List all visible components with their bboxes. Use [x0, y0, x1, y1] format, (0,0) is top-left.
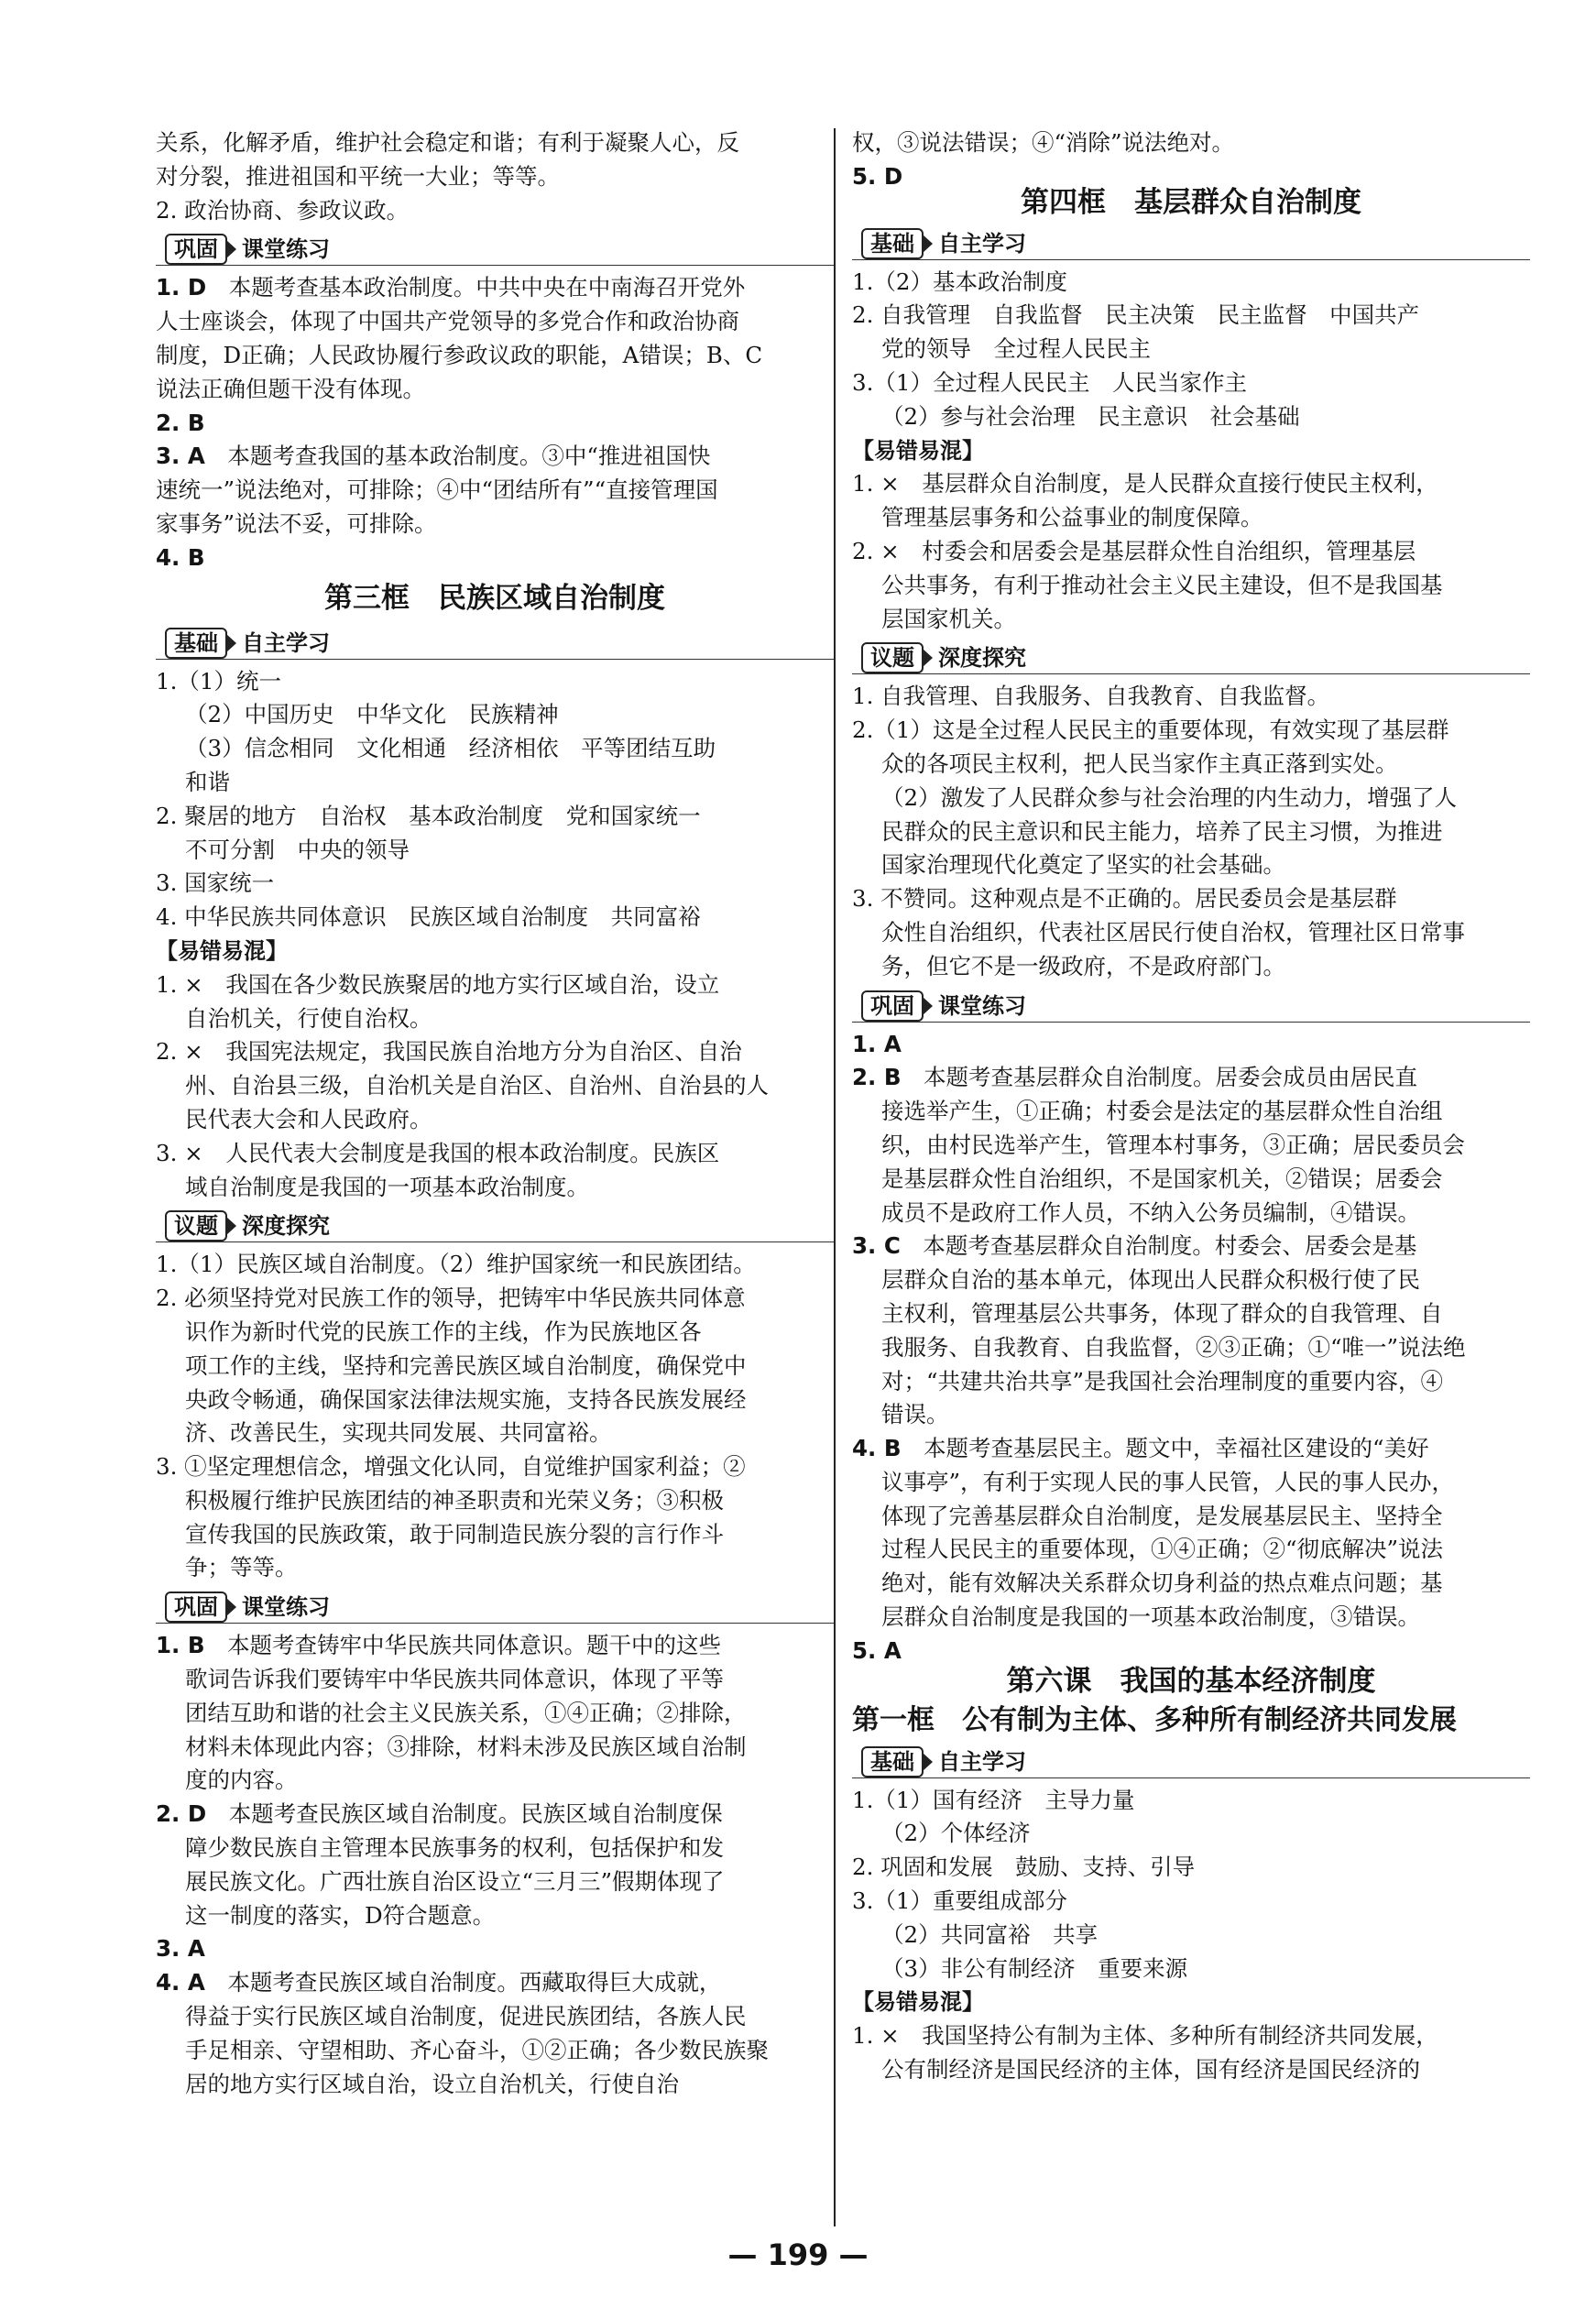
answer-number: 1. D: [156, 274, 207, 301]
text-line: 2. × 村委会和居委会是基层群众性自治组织，管理基层: [852, 537, 1416, 564]
answer-text: 本题考查民族区域自治制度。西藏取得巨大成就，: [227, 1969, 722, 1996]
section-title: 深度探究: [938, 645, 1026, 672]
text-line: 管理基层事务和公益事业的制度保障。: [881, 504, 1263, 531]
section-header-self-study: [156, 624, 834, 662]
text-line: 3.（1）全过程人民民主 人民当家作主: [852, 368, 1247, 396]
text-line: 自治机关，行使自治权。: [185, 1004, 432, 1032]
practice-answers: [852, 1028, 1530, 1668]
text-line: 州、自治县三级，自治机关是自治区、自治州、自治县的人: [185, 1072, 769, 1099]
text-line: 对；“共建共治共享”是我国社会治理制度的重要内容，④: [881, 1367, 1444, 1395]
text-line: 1. 自我管理、自我服务、自我教育、自我监督。: [852, 683, 1330, 710]
section-tag: 议题: [165, 1210, 227, 1241]
section-title: 课堂练习: [938, 992, 1026, 1019]
section-header-self-study: [852, 224, 1530, 263]
column-divider: [834, 128, 836, 2226]
arrow-icon: [226, 1217, 236, 1235]
text-line: 关系，化解矛盾，维护社会稳定和谐；有利于凝聚人心，反: [156, 129, 739, 156]
text-line: 展民族文化。广西壮族自治区设立“三月三”假期体现了: [185, 1867, 725, 1895]
answer-text: 本题考查基层群众自治制度。居委会成员由居民直: [924, 1064, 1418, 1091]
section-title: 自主学习: [938, 1748, 1026, 1775]
section-header-explore: [156, 1207, 834, 1245]
arrow-icon: [226, 634, 236, 652]
text-line: 材料未体现此内容；③排除，材料未涉及民族区域自治制: [185, 1733, 747, 1760]
section-header-self-study: [852, 1743, 1530, 1781]
text-line: 央政令畅通，确保国家法律法规实施，支持各民族发展经: [185, 1385, 747, 1413]
text-line: 居的地方实行区域自治，设立自治机关，行使自治: [185, 2070, 679, 2097]
mistakes-title: 【易错易混】: [852, 437, 984, 464]
section-title: 课堂练习: [242, 236, 330, 263]
section-title: 自主学习: [242, 629, 330, 656]
text-line: 公共事务，有利于推动社会主义民主建设，但不是我国基: [881, 571, 1443, 598]
answer-text: 本题考查民族区域自治制度。民族区域自治制度保: [228, 1800, 723, 1828]
page-number: — 199 —: [727, 2237, 869, 2272]
text-line: 体现了完善基层群众自治制度，是发展基层民主、坚持全: [881, 1502, 1443, 1529]
text-line: 2.（1）这是全过程人民民主的重要体现，有效实现了基层群: [852, 716, 1449, 744]
text-line: 域自治制度是我国的一项基本政治制度。: [185, 1173, 589, 1200]
text-line: 2. 政治协商、参政议政。: [156, 196, 410, 224]
answer-number: 4. A: [156, 1969, 205, 1996]
text-line: 1.（2）基本政治制度: [852, 268, 1067, 295]
text-line: 3. 不赞同。这种观点是不正确的。居民委员会是基层群: [852, 885, 1397, 913]
text-line: 项工作的主线，坚持和完善民族区域自治制度，确保党中: [185, 1351, 747, 1379]
text-line: 层国家机关。: [881, 605, 1016, 632]
text-line: 织，由村民选举产生，管理本村事务，③正确；居民委员会: [881, 1131, 1465, 1158]
answer-number: 1. B: [156, 1632, 205, 1659]
text-line: 1. × 基层群众自治制度，是人民群众直接行使民主权利，: [852, 470, 1438, 498]
text-line: 民群众的民主意识和民主能力，培养了民主习惯，为推进: [881, 817, 1443, 845]
section-tag: 基础: [861, 1746, 924, 1777]
text-line: 国家治理现代化奠定了坚实的社会基础。: [881, 851, 1285, 879]
text-line: 争；等等。: [185, 1554, 298, 1581]
text-line: 民代表大会和人民政府。: [185, 1105, 432, 1132]
self-study-answers: [852, 266, 1530, 434]
answer-text: 本题考查基层群众自治制度。村委会、居委会是基: [923, 1232, 1417, 1260]
section-header-practice: [156, 230, 834, 268]
answer-number: 3. C: [852, 1232, 901, 1260]
answer-number: 2. D: [156, 1800, 207, 1828]
answer-number: 5. A: [852, 1636, 902, 1664]
text-line: 济、改善民生，实现共同发展、共同富裕。: [185, 1419, 612, 1447]
text-line: （3）信念相同 文化相通 经济相依 平等团结互助: [185, 735, 716, 762]
text-line: 人士座谈会，体现了中国共产党领导的多党合作和政治协商: [156, 308, 739, 335]
answer-number: 3. A: [156, 1935, 205, 1963]
text-line: 1. × 我国在各少数民族聚居的地方实行区域自治，设立: [156, 970, 720, 998]
arrow-icon: [923, 649, 933, 667]
explore-answers: [852, 680, 1530, 983]
text-line: 务，但它不是一级政府，不是政府部门。: [881, 952, 1285, 979]
text-line: 3.（1）重要组成部分: [852, 1887, 1067, 1915]
text-line: 是基层群众性自治组织，不是国家机关，②错误；居委会: [881, 1165, 1443, 1192]
text-line: 4. 中华民族共同体意识 民族区域自治制度 共同富裕: [156, 903, 701, 931]
text-line: 2. 聚居的地方 自治权 基本政治制度 党和国家统一: [156, 802, 701, 829]
section-title: 课堂练习: [242, 1594, 330, 1621]
arrow-icon: [923, 1753, 933, 1771]
text-line: 速统一”说法绝对，可排除；④中“团结所有”“直接管理国: [156, 476, 718, 504]
text-line: 2. 必须坚持党对民族工作的领导，把铸牢中华民族共同体意: [156, 1285, 746, 1312]
answer-number: 3. A: [156, 443, 205, 470]
mistakes-answers: [852, 2019, 1530, 2087]
text-line: 这一制度的落实，D符合题意。: [185, 1901, 496, 1929]
section-title: 深度探究: [242, 1213, 330, 1240]
self-study-answers: [852, 1784, 1530, 1986]
text-line: 众的各项民主权利，把人民当家作主真正落到实处。: [881, 749, 1398, 777]
left-column: [156, 126, 834, 2101]
lesson-heading: 第六课 我国的基本经济制度: [1006, 1664, 1376, 1698]
text-line: 团结互助和谐的社会主义民族关系，①④正确；②排除，: [185, 1699, 747, 1726]
text-line: 2. 自我管理 自我监督 民主决策 民主监督 中国共产: [852, 301, 1420, 329]
text-line: 3. 国家统一: [156, 870, 275, 897]
text-line: 权，③说法错误；④“消除”说法绝对。: [852, 129, 1235, 156]
text-line: （2）个体经济: [881, 1820, 1031, 1847]
practice-answers: [156, 1629, 834, 2101]
text-line: 不可分割 中央的领导: [185, 836, 410, 863]
answer-number: 4. B: [852, 1435, 902, 1462]
practice-answers: [156, 271, 834, 574]
text-line: 1. × 我国坚持公有制为主体、多种所有制经济共同发展，: [852, 2022, 1438, 2050]
text-line: 制度，D正确；人民政协履行参政议政的职能，A错误；B、C: [156, 341, 763, 368]
text-line: 度的内容。: [185, 1767, 298, 1794]
text-line: 说法正确但题干没有体现。: [156, 375, 425, 402]
text-line: 2. × 我国宪法规定，我国民族自治地方分为自治区、自治: [156, 1038, 742, 1066]
mistakes-title: 【易错易混】: [852, 1989, 984, 2016]
answer-number: 2. B: [156, 409, 205, 436]
text-line: 公有制经济是国民经济的主体，国有经济是国民经济的: [881, 2056, 1420, 2084]
text-line: 3. × 人民代表大会制度是我国的根本政治制度。民族区: [156, 1139, 720, 1166]
text-line: 得益于实行民族区域自治制度，促进民族团结，各族人民: [185, 2003, 747, 2030]
answer-text: 本题考查铸牢中华民族共同体意识。题干中的这些: [227, 1632, 722, 1659]
section-tag: 巩固: [165, 234, 227, 265]
text-line: 错误。: [881, 1401, 949, 1428]
text-line: 接选举产生，①正确；村委会是法定的基层群众性自治组: [881, 1098, 1443, 1125]
right-column: [852, 126, 1530, 2087]
section-title: 自主学习: [938, 230, 1026, 257]
text-line: 积极履行维护民族团结的神圣职责和光荣义务；③积极: [185, 1486, 724, 1514]
section-header-practice: [852, 987, 1530, 1025]
intro-text: [156, 126, 834, 227]
text-line: （3）非公有制经济 重要来源: [881, 1954, 1188, 1982]
text-line: 主权利，管理基层公共事务，体现了群众的自我管理、自: [881, 1299, 1443, 1327]
answer-text: 本题考查基层民主。题文中，幸福社区建设的“美好: [924, 1435, 1429, 1462]
text-line: 1.（1）民族区域自治制度。（2）维护国家统一和民族团结。: [156, 1251, 756, 1278]
text-line: （2）中国历史 中华文化 民族精神: [185, 701, 559, 728]
text-line: 家事务”说法不妥，可排除。: [156, 509, 437, 537]
text-line: 过程人民民主的重要体现，①④正确；②“彻底解决”说法: [881, 1536, 1444, 1563]
text-line: 我服务、自我教育、自我监督，②③正确；①“唯一”说法绝: [881, 1333, 1466, 1361]
answer-number: 5. D: [852, 162, 903, 190]
section-tag: 巩固: [165, 1591, 227, 1623]
lesson-heading: 第三框 民族区域自治制度: [324, 581, 665, 615]
text-line: 障少数民族自主管理本民族事务的权利，包括保护和发: [185, 1834, 724, 1862]
text-line: 3. ①坚定理想信念，增强文化认同，自觉维护国家利益；②: [156, 1453, 746, 1481]
mistakes-answers: [852, 467, 1530, 636]
arrow-icon: [226, 1598, 236, 1616]
lesson-heading: 第四框 基层群众自治制度: [1021, 185, 1361, 219]
text-line: 成员不是政府工作人员，不纳入公务员编制，④错误。: [881, 1198, 1420, 1226]
text-line: 2. 巩固和发展 鼓励、支持、引导: [852, 1854, 1196, 1881]
subsection-heading: 第一框 公有制为主体、多种所有制经济共同发展: [852, 1703, 1457, 1736]
text-line: 歌词告诉我们要铸牢中华民族共同体意识，体现了平等: [185, 1666, 724, 1693]
text-line: 宣传我国的民族政策，敢于同制造民族分裂的言行作斗: [185, 1520, 724, 1548]
text-line: （2）共同富裕 共享: [881, 1920, 1099, 1948]
text-line: 层群众自治的基本单元，体现出人民群众积极行使了民: [881, 1266, 1420, 1294]
answer-number: 4. B: [156, 543, 205, 571]
text-line: 对分裂，推进祖国和平统一大业；等等。: [156, 162, 560, 190]
text-line: 众性自治组织，代表社区居民行使自治权，管理社区日常事: [881, 918, 1465, 946]
section-tag: 基础: [861, 228, 924, 259]
text-line: 层群众自治制度是我国的一项基本政治制度，③错误。: [881, 1603, 1420, 1631]
text-line: 手足相亲、守望相助、齐心奋斗，①②正确；各少数民族聚: [185, 2036, 769, 2063]
section-header-explore: [852, 639, 1530, 677]
answer-text: 本题考查基本政治制度。中共中央在中南海召开党外: [228, 274, 746, 301]
answer-text: 本题考查我国的基本政治制度。③中“推进祖国快: [227, 443, 711, 470]
text-line: （2）参与社会治理 民主意识 社会基础: [881, 402, 1300, 430]
mistakes-title: 【易错易混】: [156, 937, 288, 964]
explore-answers: [156, 1248, 834, 1585]
text-line: 议事亭”，有利于实现人民的事人民管，人民的事人民办，: [881, 1468, 1455, 1495]
text-line: （2）激发了人民群众参与社会治理的内生动力，增强了人: [881, 783, 1458, 811]
text-line: 1.（1）国有经济 主导力量: [852, 1786, 1135, 1813]
text-line: 绝对，能有效解决关系群众切身利益的热点难点问题；基: [881, 1570, 1443, 1597]
mistakes-answers: [156, 968, 834, 1205]
arrow-icon: [923, 235, 933, 253]
arrow-icon: [923, 997, 933, 1015]
text-line: 识作为新时代党的民族工作的主线，作为民族地区各: [185, 1318, 702, 1345]
text-line: 党的领导 全过程人民民主: [881, 335, 1151, 363]
section-tag: 基础: [165, 628, 227, 659]
self-study-answers: [156, 665, 834, 935]
answer-number: 2. B: [852, 1064, 902, 1091]
text-line: 1.（1）统一: [156, 667, 281, 695]
section-tag: 议题: [861, 642, 924, 673]
answer-number: 1. A: [852, 1030, 902, 1057]
section-tag: 巩固: [861, 990, 924, 1022]
section-header-practice: [156, 1588, 834, 1626]
text-line: 和谐: [185, 768, 230, 795]
arrow-icon: [226, 240, 236, 258]
